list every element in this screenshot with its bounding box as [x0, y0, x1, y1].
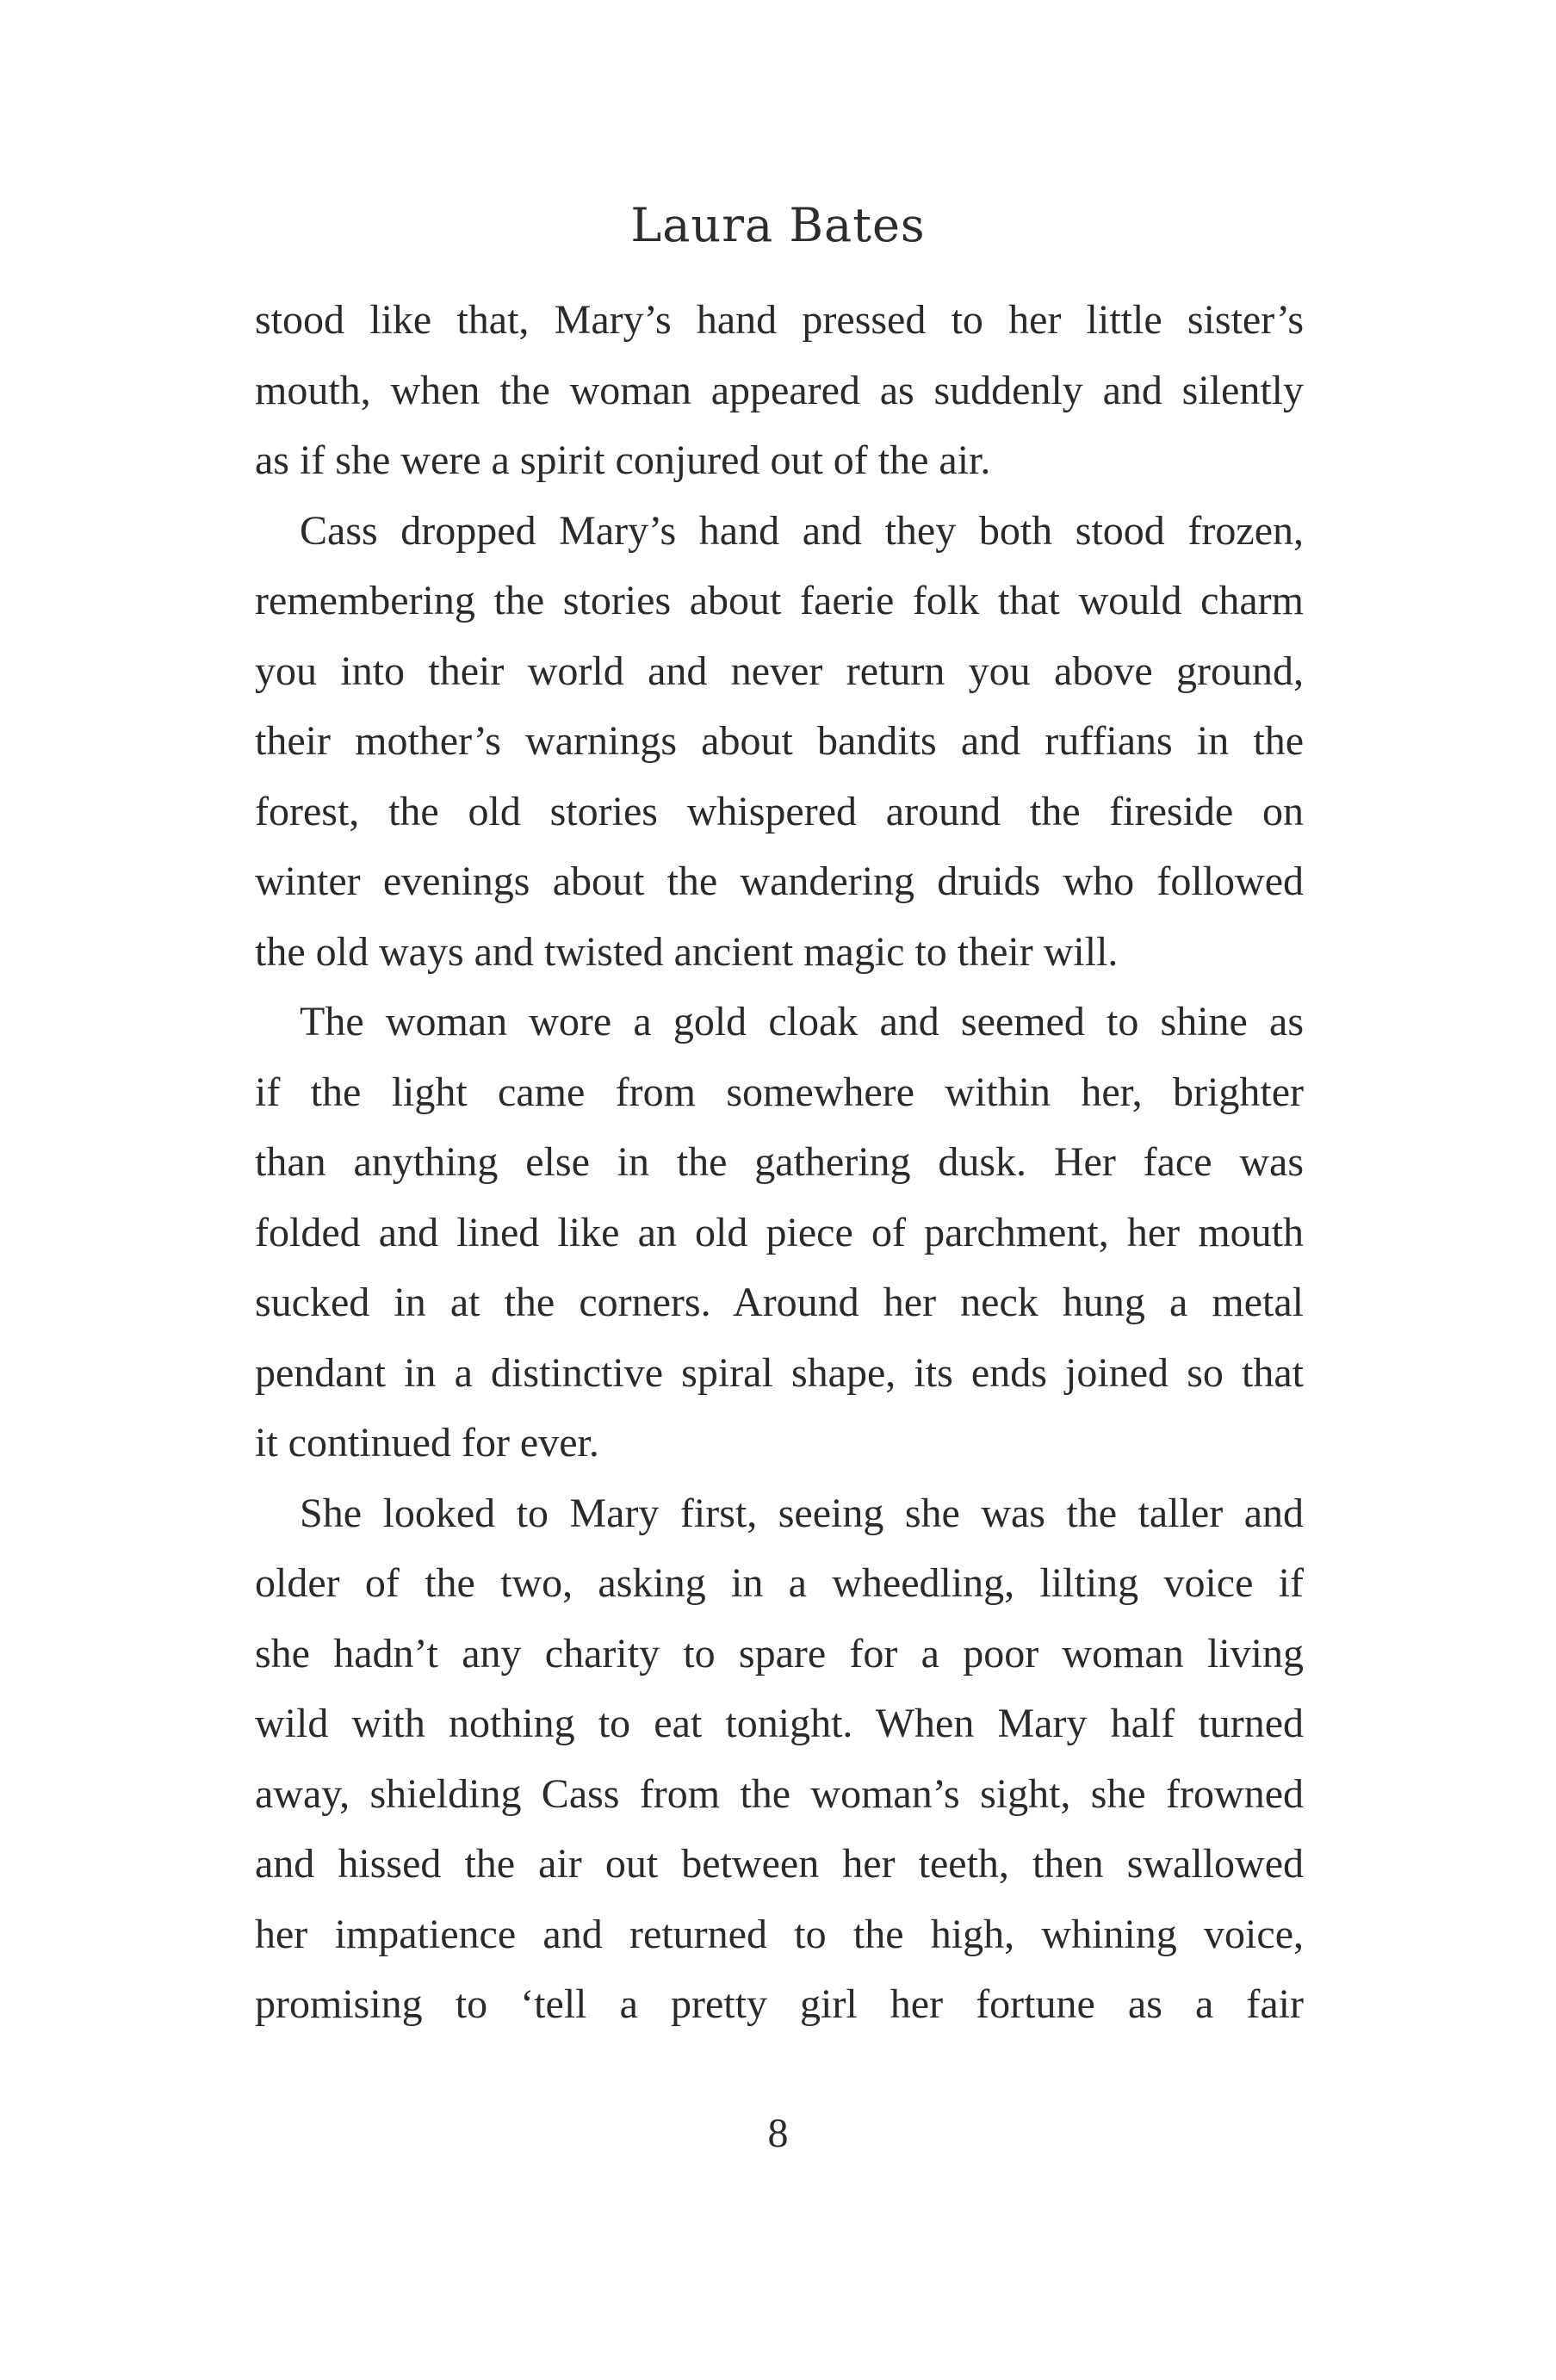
text-line: her impatience and returned to the high, whining voice, [255, 1911, 1304, 1957]
text-line: The woman wore a gold cloak and seemed to shine as [300, 999, 1304, 1044]
text-line: wild with nothing to eat tonight. When Mary half turned [255, 1701, 1304, 1746]
text-line: away, shielding Cass from the woman’s sight, she frowned [255, 1770, 1304, 1817]
text-line: Cass dropped Mary’s hand and they both stood frozen, [300, 507, 1304, 554]
body-text [255, 285, 1304, 2040]
text-line: promising to ‘tell a pretty girl her fortune as a fair [255, 1981, 1304, 2027]
text-line: and hissed the air out between her teeth, then swallowed [255, 1841, 1304, 1887]
text-line: sucked in at the corners. Around her neck hung a metal [255, 1280, 1304, 1325]
running-head-author: Laura Bates [630, 198, 926, 252]
text-line: forest, the old stories whispered around the fireside on [255, 788, 1304, 834]
text-line: you into their world and never return you above ground, [255, 648, 1304, 694]
text-line: than anything else in the gathering dusk. Her face was [255, 1139, 1304, 1185]
text-line: as if she were a spirit conjured out of the air. [255, 437, 991, 483]
text-line: remembering the stories about faerie folk that would charm [255, 578, 1304, 623]
text-line: older of the two, asking in a wheedling, lilting voice if [255, 1560, 1304, 1606]
text-line: their mother’s warnings about bandits and ruffians in the [255, 718, 1304, 764]
text-line: She looked to Mary first, seeing she was the taller and [300, 1490, 1304, 1536]
text-line: the old ways and twisted ancient magic to their will. [255, 928, 1119, 975]
text-line: pendant in a distinctive spiral shape, its ends joined so that [255, 1349, 1304, 1396]
text-line: mouth, when the woman appeared as suddenly and silently [255, 367, 1304, 413]
page-number: 8 [767, 2110, 789, 2156]
text-line: winter evenings about the wandering druids who followed [255, 858, 1304, 904]
text-line: it continued for ever. [255, 1420, 599, 1466]
text-line: if the light came from somewhere within her, brighter [255, 1069, 1304, 1115]
text-line: she hadn’t any charity to spare for a poor woman living [255, 1630, 1304, 1677]
text-line: folded and lined like an old piece of parchment, her mouth [255, 1209, 1304, 1255]
text-line: stood like that, Mary’s hand pressed to her little sister’s [255, 297, 1304, 343]
